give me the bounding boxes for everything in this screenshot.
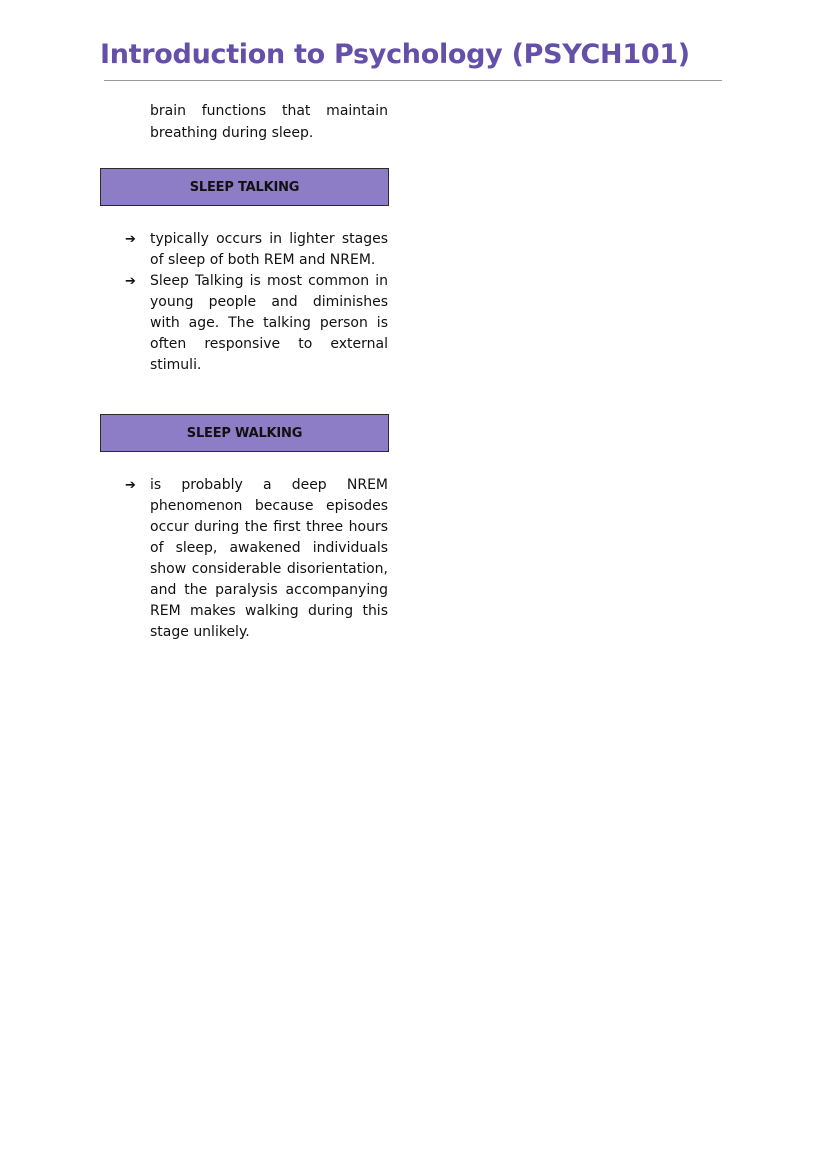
list-item bbox=[100, 475, 388, 643]
section-header-sleep-talking bbox=[100, 168, 389, 206]
section-heading-label: SLEEP WALKING bbox=[186, 425, 303, 441]
title-divider bbox=[104, 80, 722, 81]
section-header-sleep-walking bbox=[100, 414, 389, 452]
list-item bbox=[100, 271, 388, 376]
list-item bbox=[100, 229, 388, 271]
bullet-text: typically occurs in lighter stages of sleep of both REM and NREM. bbox=[150, 231, 388, 268]
section-heading-label: SLEEP TALKING bbox=[189, 179, 300, 195]
bullet-text: is probably a deep NREM phenomenon because episodes occur during the first three hours of sleep, awakened individuals show considerable disorientation, and the paralysis accompanying REM makes walking during this stage unlikely. bbox=[150, 477, 388, 640]
page-title: Introduction to Psychology (PSYCH101) bbox=[100, 39, 690, 70]
bullet-text: Sleep Talking is most common in young people and diminishes with age. The talking person is often responsive to external stimuli. bbox=[150, 273, 388, 373]
arrow-right-icon: ➔ bbox=[125, 232, 136, 247]
arrow-right-icon: ➔ bbox=[125, 274, 136, 289]
sleep-walking-bullet-list bbox=[100, 475, 389, 643]
content-column bbox=[100, 100, 389, 643]
continued-paragraph: brain functions that maintain breathing during sleep. bbox=[150, 103, 388, 141]
arrow-right-icon: ➔ bbox=[125, 478, 136, 493]
sleep-talking-bullet-list bbox=[100, 229, 389, 376]
